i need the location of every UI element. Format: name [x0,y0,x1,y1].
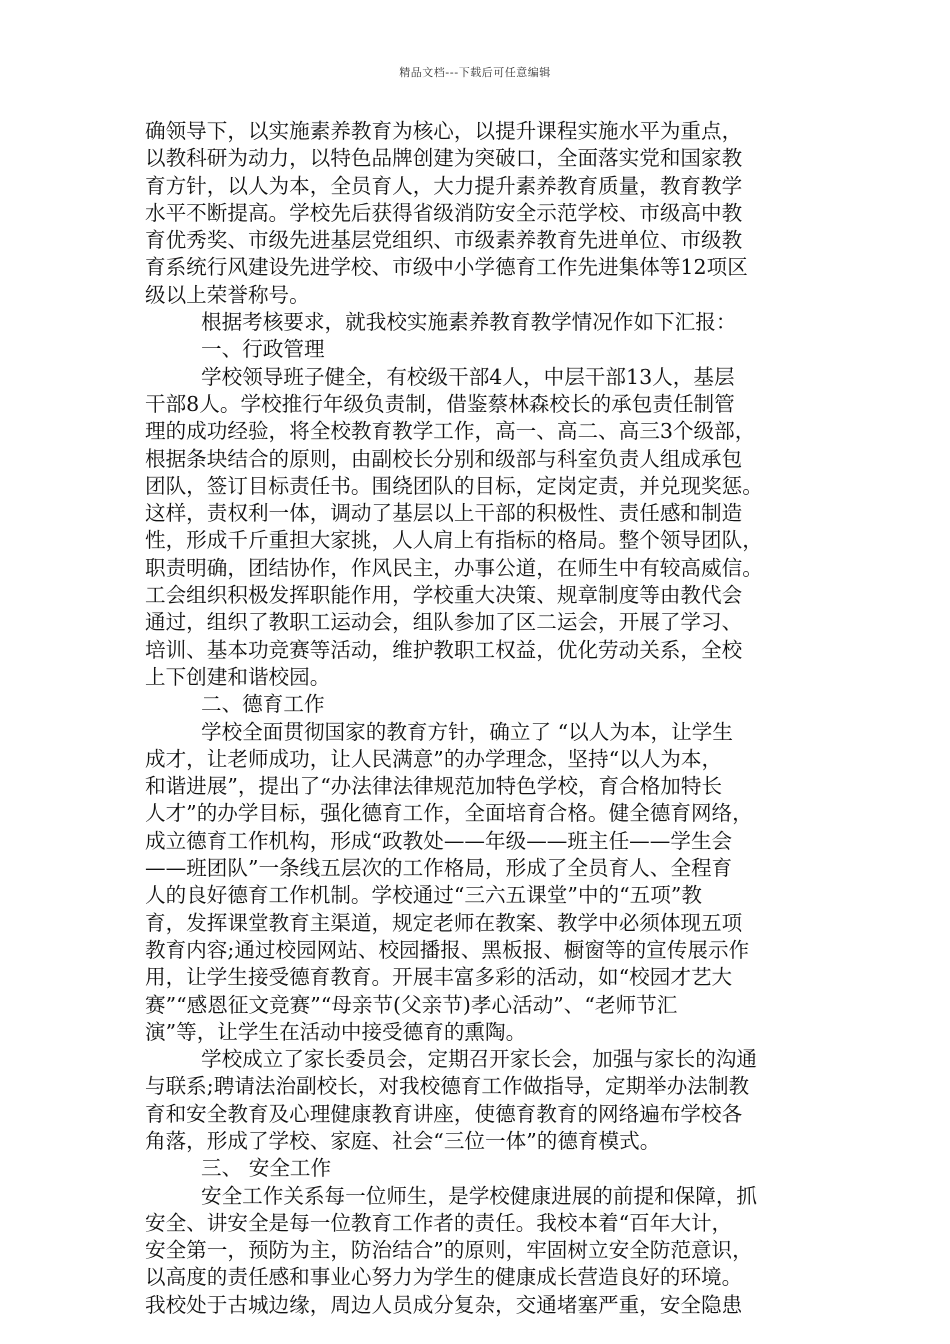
text-line: 我校处于古城边缘，周边人员成分复杂，交通堵塞严重，安全隐患 [145,1292,743,1317]
text-line: 成立德育工作机构，形成“政教处——年级——班主任——学生会 [145,828,733,853]
text-line: ——班团队”一条线五层次的工作格局，形成了全员育人、全程育 [145,856,733,881]
text-line: 角落，形成了学校、家庭、社会“三位一体”的德育模式。 [145,1128,661,1153]
text-line: 上下创建和谐校园。 [145,664,331,689]
text-line: 育方针，以人为本，全员育人，大力提升素养教育质量，教育教学 [145,173,743,198]
text-line: 学校领导班子健全，有校级干部4人，中层干部13人，基层 [201,364,735,389]
text-line: 确领导下，以实施素养教育为核心，以提升课程实施水平为重点， [145,119,743,143]
text-line: 安全工作关系每一位师生，是学校健康进展的前提和保障，抓 [201,1183,758,1208]
text-line: 工会组织积极发挥职能作用，学校重大决策、规章制度等由教代会 [145,583,743,608]
text-line: 与联系;聘请法治副校长，对我校德育工作做指导，定期举办法制教 [145,1074,750,1099]
text-line: 育，发挥课堂教育主渠道，规定老师在教案、教学中必须体现五项 [145,910,743,935]
text-line: 根据条块结合的原则，由副校长分别和级部与科室负责人组成承包 [145,446,743,471]
text-line: 团队，签订目标责任书。围绕团队的目标，定岗定责，并兑现奖惩。 [145,473,763,498]
text-line: 性，形成千斤重担大家挑，人人肩上有指标的格局。整个领导团队， [145,528,763,553]
text-line: 理的成功经验，将全校教育教学工作，高一、高二、高三3个级部， [145,419,756,444]
text-line: 赛”“感恩征文竞赛”“母亲节(父亲节)孝心活动”、“老师节汇 [145,992,678,1017]
text-line: 学校成立了家长委员会，定期召开家长会，加强与家长的沟通 [201,1047,758,1072]
document-body [145,118,825,1319]
text-line: 育系统行风建设先进学校、市级中小学德育工作先进集体等12项区 [145,255,748,280]
text-line: 人的良好德育工作机制。学校通过“三六五课堂”中的“五项”教 [145,883,702,908]
text-line: 干部8人。学校推行年级负责制，借鉴蔡林森校长的承包责任制管 [145,391,735,416]
text-line: 以高度的责任感和事业心努力为学生的健康成长营造良好的环境。 [145,1265,743,1290]
text-line: 根据考核要求，就我校实施素养教育教学情况作如下汇报： [201,310,737,335]
text-line: 人才”的办学目标，强化德育工作，全面培育合格。健全德育网络， [145,801,753,826]
text-line: 级以上荣誉称号。 [145,282,310,307]
text-line: 用，让学生接受德育教育。开展丰富多彩的活动，如“校园才艺大 [145,965,733,990]
text-line: 三、 安全工作 [201,1156,332,1181]
text-line: 二、德育工作 [201,692,325,717]
text-line: 以教科研为动力，以特色品牌创建为突破口，全面落实党和国家教 [145,146,743,171]
text-line: 职责明确，团结协作，作风民主，办事公道，在师生中有较高威信。 [145,555,763,580]
text-line: 一、行政管理 [201,337,325,362]
text-line: 通过，组织了教职工运动会，组队参加了区二运会，开展了学习、 [145,610,743,635]
text-line: 成才，让老师成功，让人民满意”的办学理念，坚持“以人为本， [145,746,723,771]
text-line: 育和安全教育及心理健康教育讲座，使德育教育的网络遍布学校各 [145,1101,743,1126]
text-line: 培训、基本功竞赛等活动，维护教职工权益，优化劳动关系，全校 [145,637,743,662]
text-line: 演”等，让学生在活动中接受德育的熏陶。 [145,1019,527,1044]
text-line: 这样，责权利一体，调动了基层以上干部的积极性、责任感和制造 [145,501,743,526]
text-line: 育优秀奖、市级先进基层党组织、市级素养教育先进单位、市级教 [145,228,743,253]
text-line: 学校全面贯彻国家的教育方针，确立了 “以人为本，让学生 [201,719,733,744]
text-line: 教育内容;通过校园网站、校园播报、黑板报、橱窗等的宣传展示作 [145,937,750,962]
page-header: 精品文档---下载后可任意编辑 [399,66,551,79]
text-line: 安全第一，预防为主，防治结合”的原则，牢固树立安全防范意识， [145,1238,753,1263]
text-line: 水平不断提高。学校先后获得省级消防安全示范学校、市级高中教 [145,200,743,225]
text-line: 和谐进展”，提出了“办法律法律规范加特色学校，育合格加特长 [145,774,723,799]
text-line: 安全、讲安全是每一位教育工作者的责任。我校本着“百年大计， [145,1210,733,1235]
